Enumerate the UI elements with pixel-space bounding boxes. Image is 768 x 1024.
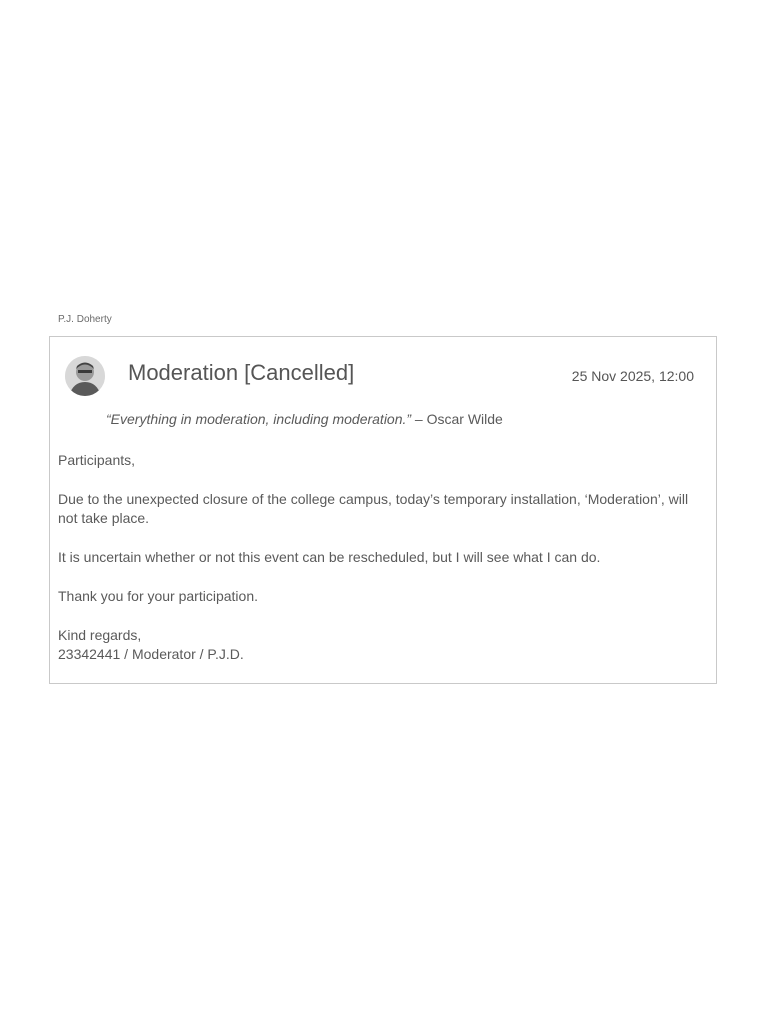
signoff: Kind regards, — [58, 627, 142, 643]
message-paragraph: Due to the unexpected closure of the college campus, today’s temporary installation, ‘Moderation’, will not take place. — [58, 491, 689, 526]
quote — [106, 411, 503, 427]
message-paragraph: Thank you for your participation. — [58, 588, 258, 604]
signature: 23342441 / Moderator / P.J.D. — [58, 646, 244, 662]
avatar[interactable] — [65, 356, 105, 396]
message-body — [58, 451, 706, 664]
quote-text: “Everything in moderation, including moderation.” — [106, 411, 412, 427]
greeting: Participants, — [58, 452, 136, 468]
sender-name: P.J. Doherty — [58, 314, 112, 325]
event-date: 25 Nov 2025, 12:00 — [571, 368, 694, 384]
message-paragraph: It is uncertain whether or not this event can be rescheduled, but I will see what I can do. — [58, 549, 601, 565]
quote-attribution: – Oscar Wilde — [411, 411, 503, 427]
avatar-photo-icon — [65, 356, 105, 396]
event-title: Moderation [Cancelled] — [128, 360, 355, 385]
event-card — [49, 336, 717, 684]
